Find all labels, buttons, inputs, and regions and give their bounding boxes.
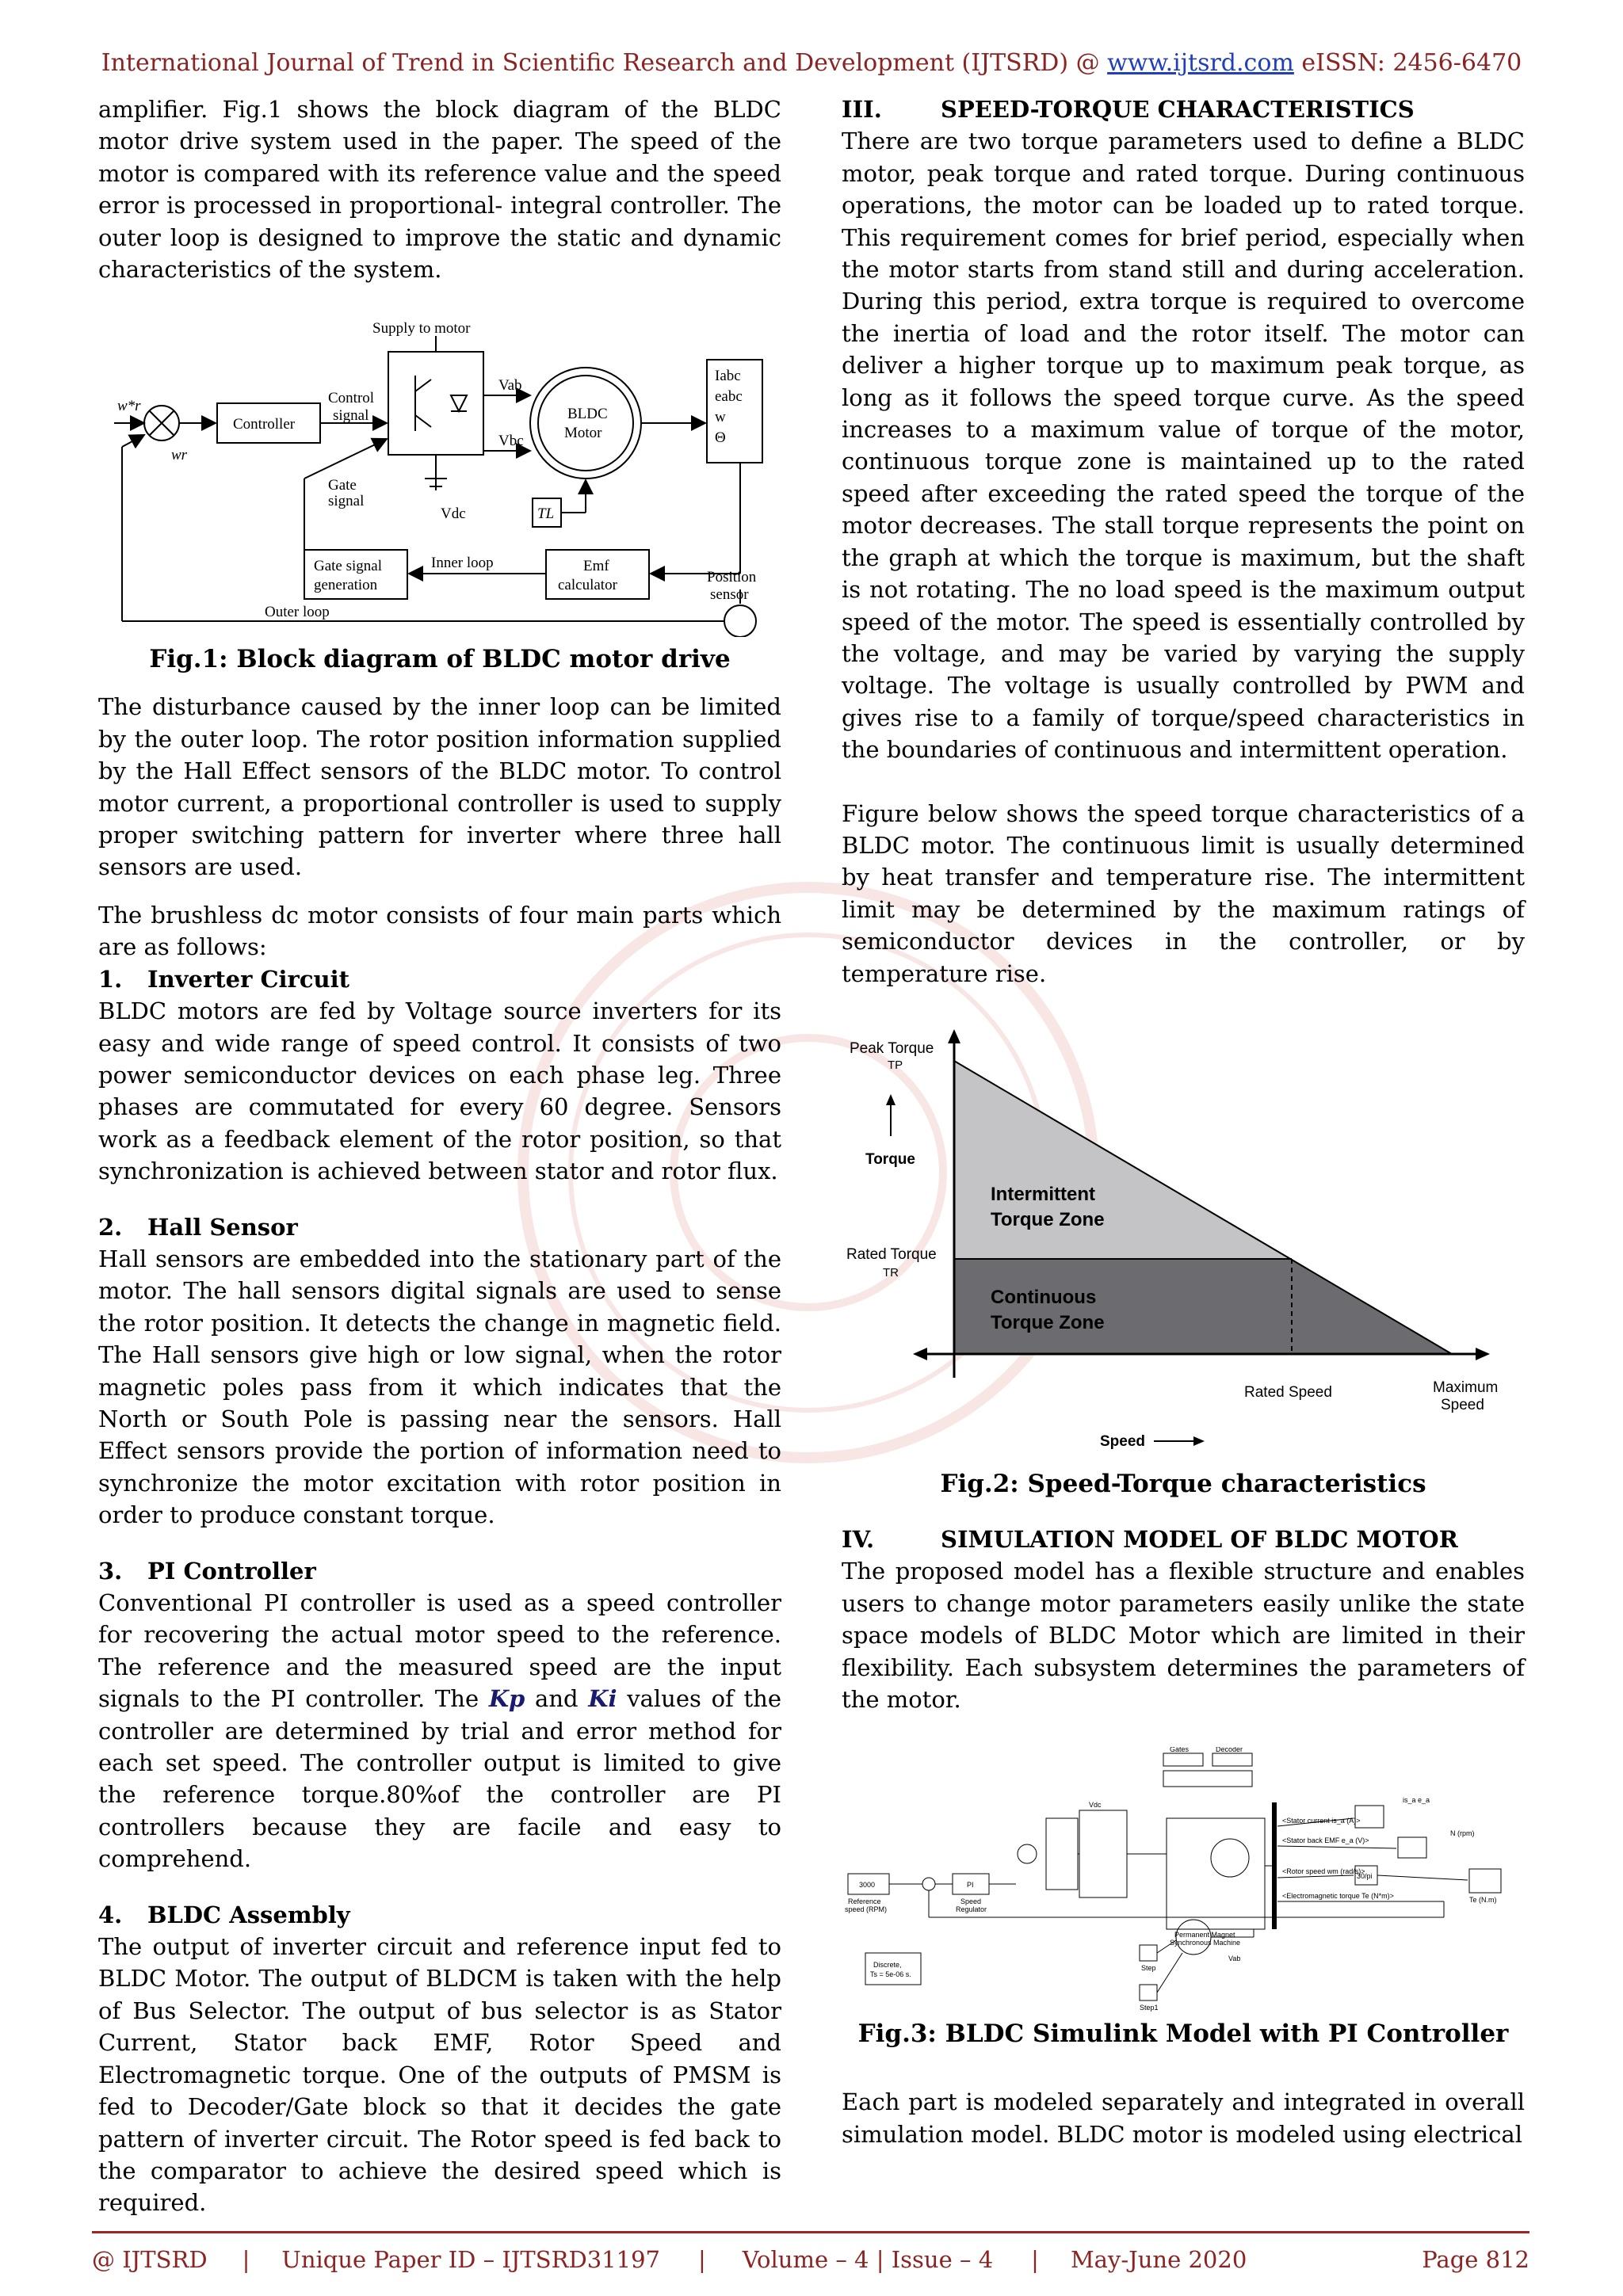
fig1-gategen-label-2: generation (314, 577, 378, 594)
fig3-scope-3-label: Te (N.m) (1469, 1896, 1497, 1905)
fig3-speedreg-label-1: Speed (960, 1897, 982, 1906)
fig1-gategen-label-1: Gate signal (314, 558, 383, 575)
fig3-gates-label: Gates (1170, 1747, 1190, 1754)
pi-controller-paragraph (98, 1587, 781, 1875)
fig1-motor-label-2: Motor (564, 425, 602, 442)
intro-paragraph: amplifier. Fig.1 shows the block diagram of the BLDC motor drive system used in the paper. The speed of the motor is compared with its reference value and the speed error is processed in proportional- integral controller. The outer loop is designed to improve the static and dynamic characteristics of the system. (98, 96, 781, 284)
scope-2 (1398, 1837, 1426, 1858)
figure-2 (842, 1021, 1525, 1465)
figure-below-paragraph: Figure below shows the speed torque characteristics of a BLDC motor. The continuous limit is usually determined by heat transfer and temperature rise. The intermittent limit may be determined by the maximum ratings of semiconductor devices in the controller, or by temperature rise. (842, 799, 1525, 987)
section-4-heading (842, 1524, 1525, 1555)
scope-3 (1469, 1869, 1501, 1893)
pi-text-a: Conventional PI controller is used as a speed controller for recovering the actual motor speed to the reference. The reference and the measured speed are the input signals to the PI controller. The (98, 1589, 781, 1713)
fig1-out-w: w (715, 409, 726, 426)
right-column (842, 93, 1525, 2150)
speed-torque-chart (842, 1021, 1525, 1465)
fig1-out-iabc: Iabc (715, 368, 741, 385)
fig3-gain-label: 30/pi (1357, 1872, 1373, 1881)
inverter-circuit-paragraph: BLDC motors are fed by Voltage source inverters for its easy and wide range of speed control. It consists of two power semiconductor devices on each phase leg. Three phases are commutated for every 60 degree. Sensors work as a feedback element of the rotor position, so that synchronization is achieved between stator and rotor flux. (98, 997, 781, 1185)
fig3-signal-4: <Electromagnetic torque Te (N*m)> (1282, 1892, 1394, 1901)
fig3-step-label: Step (1141, 1964, 1156, 1973)
fig3-signal-3: <Rotor speed wm (rad/s)> (1282, 1867, 1365, 1876)
pmsm-block (1167, 1818, 1265, 1929)
fig1-motor-label-1: BLDC (567, 406, 608, 423)
figure-2-caption: Fig.2: Speed-Torque characteristics (940, 1469, 1426, 1498)
fig3-step1-label: Step1 (1140, 2004, 1159, 2012)
speed-torque-paragraph: There are two torque parameters used to define a BLDC motor, peak torque and rated torque. During continuous operations, the motor can be loaded up to rated torque. This requirement comes for brief period, especially when the motor starts from stand still and during acceleration. During this period, extra torque is required to overcome the inertia of load and the rotor itself. The motor can deliver a higher torque up to maximum peak torque, as long as it follows the speed torque curve. As the speed increases to a maximum value of torque of the motor, continuous torque zone is maintained up to the rated speed after exceeding the rated speed the torque of the motor decreases. The stall torque represents the point on the graph at which the torque is maximum, but the shaft is not rotating. The no load speed is the maximum output speed of the motor. The speed is essentially controlled by the voltage, and may be varied by varying the supply voltage. The voltage is usually controlled by PWM and gives rise to a family of torque/speed characteristics in the boundaries of continuous and intermittent operation. (842, 128, 1525, 764)
fig3-scope-2-label: N (rpm) (1450, 1829, 1475, 1838)
footer-page-number: Page 812 (1422, 2246, 1529, 2273)
fig3-ref-label-1: Reference (848, 1897, 881, 1906)
subheading-number: 4. (98, 1901, 123, 1928)
tp-label: TP (888, 1058, 903, 1072)
journal-url-link[interactable]: www.ijtsrd.com (1107, 49, 1294, 77)
section-3-heading (842, 93, 1525, 125)
footer-volume-issue: Volume – 4 | Issue – 4 (742, 2246, 994, 2273)
fig1-outer-loop-label: Outer loop (265, 604, 330, 621)
subheading-bldc-assembly (98, 1899, 781, 1931)
footer-journal: @ IJTSRD (92, 2246, 208, 2273)
max-speed-label-2: Speed (1441, 1396, 1484, 1413)
fig3-pmsm-label-1: Permanent Magnet (1174, 1931, 1235, 1939)
journal-name: International Journal of Trend in Scientific Research and Development (IJTSRD) @ (101, 49, 1108, 77)
step1-block (1140, 1985, 1157, 2000)
subheading-text: Hall Sensor (147, 1213, 298, 1241)
fig3-signal-1: <Stator current is_a (A)> (1282, 1817, 1361, 1825)
ki-symbol: Ki (588, 1685, 617, 1713)
fig1-supply-label: Supply to motor (372, 320, 471, 338)
modeling-paragraph: Each part is modeled separately and integrated in overall simulation model. BLDC motor is modeled using electrical (842, 2088, 1525, 2148)
fig1-tl-label: TL (537, 505, 555, 523)
issn: eISSN: 2456-6470 (1293, 49, 1522, 77)
discrete-block (865, 1953, 921, 1985)
section-title: SPEED-TORQUE CHARACTERISTICS (941, 96, 1415, 123)
simulation-paragraph: The proposed model has a flexible structure and enables users to change motor parameters easily unlike the state space models of BLDC Motor which are limited in their flexibility. Each subsystem determines the parameters of the motor. (842, 1558, 1525, 1713)
section-number: III. (842, 96, 882, 123)
inverter-block (388, 352, 483, 455)
fig3-ref-label-2: speed (RPM) (845, 1905, 888, 1914)
fig1-position-label-2: sensor (710, 586, 749, 604)
speed-axis-label: Speed (1100, 1432, 1146, 1450)
continuous-zone-label-1: Continuous (991, 1286, 1097, 1308)
kp-symbol: Kp (488, 1685, 525, 1713)
torque-axis-label: Torque (865, 1150, 915, 1168)
subheading-number: 2. (98, 1213, 123, 1241)
figure-1-caption: Fig.1: Block diagram of BLDC motor drive (149, 645, 731, 674)
decoder-block (1212, 1753, 1252, 1766)
fig3-ref-value: 3000 (859, 1881, 876, 1890)
page-footer: @ IJTSRD | Unique Paper ID – IJTSRD31197 | Volume – 4 | Issue – 4 | May-June 2020 Page 812 (92, 2231, 1529, 2273)
figure-3 (842, 1747, 1525, 2016)
peak-torque-label: Peak Torque (850, 1039, 934, 1057)
fig3-scope-1-label: is_a e_a (1403, 1796, 1430, 1805)
fig3-decoder-label: Decoder (1216, 1747, 1243, 1754)
fig3-discrete-label-2: Ts = 5e-06 s. (870, 1970, 911, 1979)
figure-1 (98, 320, 781, 637)
subheading-text: PI Controller (147, 1557, 316, 1585)
fig1-wref-label: w*r (117, 398, 141, 415)
subheading-pi-controller (98, 1555, 781, 1587)
fig1-vbc-label: Vbc (498, 433, 524, 450)
bldc-assembly-paragraph: The output of inverter circuit and reference input fed to BLDC Motor. The output of BLDCM is taken with the help of Bus Selector. The output of bus selector is as Stator Current, Stator back EMF, Rotor Speed and Electromagnetic torque. One of the outputs of PMSM is fed to Decoder/Gate block so that it decides the gate pattern of inverter circuit. The Rotor speed is fed back to the comparator to achieve the desired speed which is required. (98, 1933, 781, 2217)
fig1-control-label-2: signal (333, 407, 369, 425)
subheading-hall-sensor (98, 1211, 781, 1243)
simulink-model-diagram (842, 1747, 1525, 2016)
fig1-vab-label: Vab (498, 377, 522, 395)
intermittent-zone-label-2: Torque Zone (991, 1208, 1105, 1230)
rated-torque-label: Rated Torque (846, 1245, 937, 1263)
continuous-zone-label-2: Torque Zone (991, 1311, 1105, 1333)
fig1-out-eabc: eabc (715, 388, 743, 406)
fig3-speedreg-label-2: Regulator (956, 1905, 987, 1914)
section-number: IV. (842, 1525, 875, 1553)
fig1-emf-label-2: calculator (558, 577, 617, 594)
pi-text-and: and (525, 1685, 589, 1713)
fig3-pi-label: PI (967, 1881, 974, 1890)
fig3-vab-label: Vab (1228, 1955, 1241, 1963)
fig1-emf-label-1: Emf (583, 558, 609, 575)
figure-3-caption: Fig.3: BLDC Simulink Model with PI Controller (857, 2019, 1509, 2049)
fig3-pmsm-label-2: Synchronous Machine (1170, 1939, 1241, 1947)
step-block (1140, 1945, 1157, 1961)
fig1-inner-loop-label: Inner loop (431, 555, 494, 572)
fig1-wr-label: wr (171, 447, 188, 464)
hall-sensor-paragraph: Hall sensors are embedded into the stationary part of the motor. The hall sensors digital signals are used to sense the rotor position. It detects the change in magnetic field. The Hall sensors give high or low signal, when the rotor magnetic poles pass from it which indicates that the North or South Pole is passing near the sensors. Hall Effect sensors provide the portion of information need to synchronize the motor excitation with rotor position in order to produce constant torque. (98, 1245, 781, 1529)
disturbance-paragraph: The disturbance caused by the inner loop can be limited by the outer loop. The rotor position information supplied by the Hall Effect sensors of the BLDC motor. To control motor current, a proportional controller is used to supply proper switching pattern for inverter where three hall sensors are used. (98, 693, 781, 881)
bldc-motor-circle (530, 368, 641, 479)
bldc-block-diagram (98, 320, 781, 637)
fig1-out-theta: Θ (715, 429, 726, 447)
section-title: SIMULATION MODEL OF BLDC MOTOR (941, 1525, 1458, 1553)
footer-paper-id: Unique Paper ID – IJTSRD31197 (281, 2246, 660, 2273)
rated-speed-label: Rated Speed (1244, 1383, 1332, 1401)
four-parts-paragraph: The brushless dc motor consists of four main parts which are as follows: (98, 901, 781, 961)
fig1-gate-label-1: Gate (328, 477, 357, 494)
fig1-vdc-label: Vdc (441, 505, 466, 523)
subheading-text: BLDC Assembly (147, 1901, 350, 1928)
max-speed-label-1: Maximum (1433, 1379, 1499, 1396)
sum-block (922, 1878, 935, 1890)
gates-block (1163, 1753, 1203, 1766)
fig3-vdc-label: Vdc (1089, 1801, 1102, 1810)
position-sensor (724, 605, 756, 637)
intermittent-zone-label-1: Intermittent (991, 1183, 1095, 1205)
running-header (0, 49, 1623, 77)
fig3-signal-2: <Stator back EMF e_a (V)> (1282, 1836, 1369, 1845)
footer-date: May-June 2020 (1070, 2246, 1247, 2273)
fig1-controller-label: Controller (233, 416, 296, 433)
fig1-gate-label-2: signal (328, 493, 365, 510)
subheading-number: 1. (98, 965, 123, 993)
subheading-text: Inverter Circuit (147, 965, 349, 993)
subheading-number: 3. (98, 1557, 123, 1585)
tr-label: TR (883, 1265, 899, 1280)
left-column (98, 93, 781, 2219)
fig1-control-label-1: Control (328, 390, 375, 407)
subheading-inverter-circuit (98, 963, 781, 995)
pi-text-b: values of the controller are determined by trial and error method for each set speed. The controller output is limited to give the reference torque.80%of the controller are PI controllers because they are facile and easy to comprehend. (98, 1685, 782, 1873)
fig1-position-label-1: Position (707, 569, 757, 586)
fig3-discrete-label-1: Discrete, (873, 1961, 902, 1970)
